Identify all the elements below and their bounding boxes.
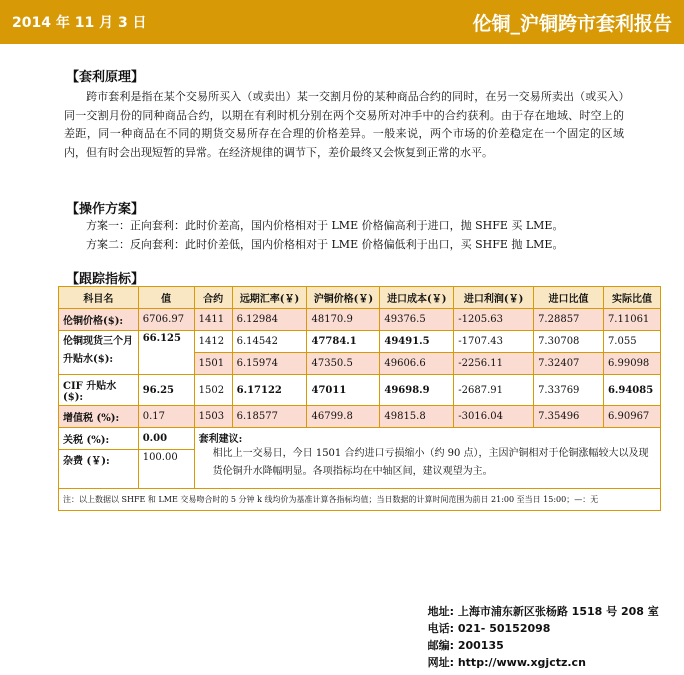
report-title: 伦铜_沪铜跨市套利报告 [472,12,672,35]
table-note: 注：以上数据以 SHFE 和 LME 交易吻合时的 5 分钟 k 线均价为基准计算各指标均值；当日数据的计算时间范围为前日 21:00 至当日 15:00；—：无 [59,489,661,511]
suggestion-title: 套利建议: [198,434,243,445]
premium-value: 66.125 [138,331,194,375]
address-label: 地址: [427,605,454,618]
actual-cell: 6.94085 [603,375,660,406]
footer-zip [420,637,504,653]
vat-label: 增值税 (%): [59,406,139,428]
header-cell: 远期汇率(￥) [232,287,307,309]
vat-value: 0.17 [138,406,194,428]
cost-cell: 49698.9 [380,375,454,406]
ratio-cell: 7.33769 [534,375,604,406]
principle-body: 跨市套利是指在某个交易所买入（或卖出）某一交割月份的某种商品合约的同时，在另一交易所卖出（或买入）同一交割月份的同种商品合约，以期在有利时机分别在两个交易所对冲手中的合约获利。由于存在地域、时空上的差距，同一种商品在不同的期货交易所存在合理的价格差异。一般来说，两个市场的价差稳定在一个固定的区域内，但有时会出现短暂的异常。在经济规律的调节下，差价最终又会恢复到正常的水平。 [64,90,624,159]
cif-value: 96.25 [138,375,194,406]
header-cell: 合约 [194,287,232,309]
profit-cell: -2256.11 [454,353,534,375]
address-value: 上海市浦东新区张杨路 1518 号 208 室 [457,605,659,618]
table-row [59,375,661,406]
web-label: 网址: [427,656,454,669]
header-cell: 进口成本(￥) [380,287,454,309]
misc-label: 杂费 (￥): [59,450,139,489]
rate-cell: 6.17122 [232,375,307,406]
tariff-value: 0.00 [138,428,194,450]
cost-cell: 49606.6 [380,353,454,375]
price-cell: 47011 [307,375,380,406]
actual-cell: 7.11061 [603,309,660,331]
price-cell: 48170.9 [307,309,380,331]
header-cell: 进口利润(￥) [454,287,534,309]
price-cell: 46799.8 [307,406,380,428]
lme-price-label: 伦铜价格($): [59,309,139,331]
principle-title: 【套利原理】 [66,70,145,85]
zip-value: 200135 [457,639,504,652]
contract-cell: 1501 [194,353,232,375]
actual-cell: 6.90967 [603,406,660,428]
rate-cell: 6.14542 [232,331,307,353]
note-row [59,489,661,511]
zip-label: 邮编: [427,639,454,652]
footer-phone [420,620,550,636]
misc-value: 100.00 [138,450,194,489]
rate-cell: 6.12984 [232,309,307,331]
cost-cell: 49491.5 [380,331,454,353]
table-row [59,331,661,353]
actual-cell: 6.99098 [603,353,660,375]
header-cell: 值 [138,287,194,309]
ratio-cell: 7.32407 [534,353,604,375]
table-row [59,406,661,428]
tracking-table [58,286,661,511]
header-cell: 实际比值 [603,287,660,309]
rate-cell: 6.18577 [232,406,307,428]
premium-label: 伦铜现货三个月升贴水($): [59,331,139,375]
report-header [0,0,684,44]
web-value[interactable]: http://www.xgjctz.cn [457,656,586,669]
cost-cell: 49815.8 [380,406,454,428]
table-row [59,309,661,331]
report-date: 2014 年 11 月 3 日 [12,15,147,31]
header-cell: 科目名 [59,287,139,309]
table-row [59,428,661,450]
profit-cell: -1205.63 [454,309,534,331]
footer-address [420,603,659,619]
plan-item-2: 方案二：反向套利：此时价差低，国内价格相对于 LME 价格偏低利于出口，买 SHFE 抛 LME。 [86,238,564,251]
contract-cell: 1411 [194,309,232,331]
ratio-cell: 7.30708 [534,331,604,353]
tracking-title: 【跟踪指标】 [66,272,145,287]
ratio-cell: 7.35496 [534,406,604,428]
price-cell: 47784.1 [307,331,380,353]
plan-item-1: 方案一：正向套利：此时价差高，国内价格相对于 LME 价格偏高利于进口，抛 SHFE 买 LME。 [86,219,564,232]
phone-value: 021- 50152098 [457,622,551,635]
phone-label: 电话: [427,622,454,635]
cost-cell: 49376.5 [380,309,454,331]
actual-cell: 7.055 [603,331,660,353]
tariff-label: 关税 (%): [59,428,139,450]
rate-cell: 6.15974 [232,353,307,375]
lme-price-value: 6706.97 [138,309,194,331]
principle-text [64,88,624,162]
footer-web [420,654,586,670]
ratio-cell: 7.28857 [534,309,604,331]
price-cell: 47350.5 [307,353,380,375]
profit-cell: -2687.91 [454,375,534,406]
profit-cell: -3016.04 [454,406,534,428]
table-header-row [59,287,661,309]
plan-title: 【操作方案】 [66,202,145,217]
contract-cell: 1503 [194,406,232,428]
cif-label: CIF 升贴水($): [59,375,139,406]
suggestion-cell [194,428,660,489]
suggestion-text: 相比上一交易日，今日 1501 合约进口亏损缩小（约 90 点），主因沪铜相对于伦铜涨幅较大以及现货伦铜升水降幅明显。各项指标均在中轴区间，建议观望为主。 [212,448,649,477]
profit-cell: -1707.43 [454,331,534,353]
contract-cell: 1412 [194,331,232,353]
contract-cell: 1502 [194,375,232,406]
header-cell: 沪铜价格(￥) [307,287,380,309]
header-cell: 进口比值 [534,287,604,309]
